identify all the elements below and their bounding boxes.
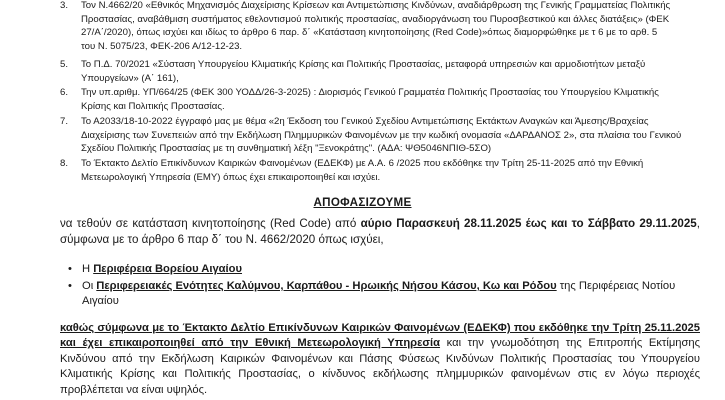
- justification-text: και την γνωμοδότηση της Επιτροπής Εκτίμησης Κινδύνου από την Εκδήλωση Καιρικών Φαινομένων και Πάσης Φύσεως Κινδύνων Πολιτικής Προστασίας του Υπουργείου Κλιματικής Κρίσης και Πολιτικής Προστασίας, ο κίνδυνος εκδήλωσης πλημμυρικών φαινομένων στις εν λόγω περιοχές προβλέπεται να είναι υψηλός.: [60, 337, 701, 396]
- item-number: 5.: [60, 59, 69, 70]
- decision-paragraph: [60, 216, 700, 248]
- justification-bold: καθώς σύμφωνα με το Έκτακτο Δελτίο Επικίνδυνων Καιρικών Φαινομένων (ΕΔΕΚΦ) που εκδόθηκε την Τρίτη 25.11.2025 και έχει επικαιροποιηθεί από την Εθνική Μετεωρολογική Υπηρεσία: [60, 322, 700, 350]
- item-text: [81, 0, 692, 53]
- bullet-icon: •: [68, 263, 72, 275]
- item-number: 8.: [60, 158, 69, 169]
- item-line: Μετεωρολογική Υπηρεσία (ΕΜΥ) όπως έχει επικαιροποιηθεί και ισχύει.: [81, 171, 381, 183]
- item-line: Το Α2033/18-10-2022 έγγραφό μας με θέμα «2η Έκδοση του Γενικού Σχεδίου Αντιμετώπισης Εκτάκτων Αναγκών και Άμεσης/Βραχείας: [81, 116, 649, 127]
- item-line: Το Π.Δ. 70/2021 «Σύσταση Υπουργείου Κλιματικής Κρίσης και Πολιτικής Προστασίας, μεταφορά υπηρεσιών και αρμοδιοτήτων μεταξύ: [81, 59, 646, 70]
- justification-paragraph: [60, 321, 700, 398]
- bullet-prefix: Οι: [82, 280, 97, 292]
- item-line: Προστασίας, αναβάθμιση συστήματος εθελοντισμού πολιτικής προστασίας, αναδιοργάνωση του Πυροσβεστικού και άλλες διατάξεις» (ΦΕΚ: [81, 13, 670, 25]
- region-name: Περιφέρεια Βορείου Αιγαίου: [93, 263, 243, 275]
- item-line: Διαχείρισης των Συνεπειών από την Εκδήλωση Πλημμυρικών Φαινομένων με την κωδική ονομασία «ΔΑΡΔΑΝΟΣ 2», στα πλαίσια του Γενικού: [81, 129, 682, 141]
- bullet-prefix: Η: [82, 263, 94, 275]
- decision-heading: ΑΠΟΦΑΣΙΖΟΥΜΕ: [313, 196, 412, 209]
- bullet-icon: •: [68, 280, 72, 292]
- decision-dates: αύριο Παρασκευή 28.11.2025 έως και το Σάββατο 29.11.2025: [360, 217, 697, 230]
- decision-text-end: , σύμφωνα με το άρθρο 6 παρ δ΄ του Ν. 4662/2020 όπως ισχύει,: [60, 217, 700, 246]
- item-number: 7.: [60, 116, 69, 127]
- item-line: Την υπ.αριθμ. ΥΠ/664/25 (ΦΕΚ 300 ΥΟΔΔ/26-3-2025) : Διορισμός Γενικού Γραμματέα Πολιτικής Προστασίας του Υπουργείου Κλιματικής: [81, 87, 659, 98]
- regional-units-name: Περιφερειακές Ενότητες Καλύμνου, Καρπάθου - Ηρωικής Νήσου Κάσου, Κω και Ρόδου: [96, 280, 557, 292]
- item-line: Το Έκτακτο Δελτίο Επικίνδυνων Καιρικών Φαινομένων (ΕΔΕΚΦ) με Α.Α. 6 /2025 που εκδόθηκε την Τρίτη 25-11-2025 από την Εθνική: [81, 158, 644, 169]
- item-number: 6.: [60, 87, 69, 98]
- item-line: του Ν. 5075/23, ΦΕΚ-206 Α/12-12-23.: [81, 40, 243, 52]
- bullet-suffix: της Περιφέρειας Νοτίου Αιγαίου: [82, 280, 676, 307]
- item-number: 3.: [60, 0, 69, 11]
- item-line: Κρίσης και Πολιτικής Προστασίας.: [81, 100, 225, 112]
- item-line: Τον Ν.4662/20 «Εθνικός Μηχανισμός Διαχείρισης Κρίσεων και Αντιμετώπισης Κινδύνων, αναδιάρθρωση της Γενικής Γραμματείας Πολιτικής: [81, 0, 671, 11]
- item-text: [81, 58, 692, 85]
- item-text: [81, 115, 692, 156]
- list-item: [60, 262, 700, 277]
- item-text: [81, 157, 692, 184]
- item-line: Υπουργείων» (Α΄ 161),: [81, 72, 179, 84]
- list-item: [60, 279, 700, 309]
- item-line: 27/Α΄/2020), όπως ισχύει και ιδίως το άρθρο 6 παρ. δ΄ «Κατάσταση κινητοποίησης (Red Code)»όπως διαμορφώθηκε με τ 6 με το αρθ. 5: [81, 27, 658, 38]
- item-text: [81, 86, 692, 113]
- decision-text: να τεθούν σε κατάσταση κινητοποίησης (Red Code) από: [60, 217, 361, 230]
- item-line: Σχεδίου Πολιτικής Προστασίας με τη συνθηματική λέξη "Ξενοκράτης". (ΑΔΑ: ΨΘ5046ΝΠΙΘ-5ΣΟ): [81, 143, 492, 154]
- affected-areas-list: [60, 262, 700, 309]
